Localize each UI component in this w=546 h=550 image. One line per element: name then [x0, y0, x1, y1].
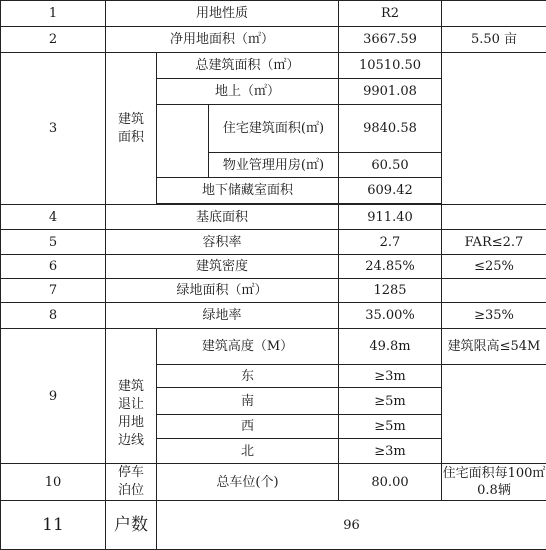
table-row	[1, 27, 546, 53]
item-value: 35.00%	[339, 303, 442, 329]
item-value: 2.7	[339, 230, 442, 255]
row-number: 8	[1, 303, 106, 329]
group-label: 建筑退让用地边线	[106, 329, 157, 464]
item-value: 9901.08	[339, 79, 442, 105]
item-note	[442, 1, 546, 27]
row-number: 11	[1, 501, 106, 550]
row-number: 5	[1, 230, 106, 255]
item-value: 1285	[339, 279, 442, 303]
item-value: 10510.50	[339, 53, 442, 79]
item-value: 49.8m	[339, 329, 442, 365]
item-value: ≥3m	[339, 439, 442, 464]
indent-cell	[157, 105, 209, 178]
direction-label: 西	[157, 415, 339, 439]
item-label: 容积率	[106, 230, 339, 255]
item-label: 物业管理用房(㎡)	[209, 153, 339, 178]
item-label: 建筑密度	[106, 255, 339, 279]
table-row	[1, 1, 546, 27]
row-number: 7	[1, 279, 106, 303]
row-number: 9	[1, 329, 106, 464]
item-note	[442, 205, 546, 230]
item-note: ≤25%	[442, 255, 546, 279]
item-value: 609.42	[339, 178, 442, 204]
item-label: 住宅建筑面积(㎡)	[209, 105, 339, 153]
table-row	[1, 53, 546, 79]
item-value: 911.40	[339, 205, 442, 230]
item-label: 净用地面积（㎡）	[106, 27, 339, 53]
table-row	[1, 279, 546, 303]
item-value: 24.85%	[339, 255, 442, 279]
row-number: 1	[1, 1, 106, 27]
item-value: 80.00	[339, 464, 442, 501]
item-value: 3667.59	[339, 27, 442, 53]
item-value: 9840.58	[339, 105, 442, 153]
item-label: 建筑高度（M）	[157, 329, 339, 365]
table-row	[1, 205, 546, 230]
row-number: 10	[1, 464, 106, 501]
item-value: ≥3m	[339, 365, 442, 388]
item-label: 总建筑面积（㎡）	[157, 53, 339, 79]
item-label: 基底面积	[106, 205, 339, 230]
row-number: 3	[1, 53, 106, 205]
direction-label: 南	[157, 388, 339, 415]
item-note	[442, 53, 546, 205]
item-label: 用地性质	[106, 1, 339, 27]
table-row	[1, 255, 546, 279]
table-row	[1, 329, 546, 365]
row-number: 2	[1, 27, 106, 53]
item-note	[442, 365, 546, 464]
item-label: 地下储藏室面积	[157, 178, 339, 204]
item-note: 5.50 亩	[442, 27, 546, 53]
item-value: 60.50	[339, 153, 442, 178]
direction-label: 北	[157, 439, 339, 464]
direction-label: 东	[157, 365, 339, 388]
item-note: 建筑限高≤54M	[442, 329, 546, 365]
item-label: 地上（㎡）	[157, 79, 339, 105]
item-label: 绿地率	[106, 303, 339, 329]
table-row	[1, 501, 546, 550]
item-label: 绿地面积（㎡）	[106, 279, 339, 303]
item-value: R2	[339, 1, 442, 27]
item-note: 住宅面积每100㎡0.8辆	[442, 464, 546, 501]
item-note: ≥35%	[442, 303, 546, 329]
table-row	[1, 303, 546, 329]
item-value: ≥5m	[339, 415, 442, 439]
item-note: FAR≤2.7	[442, 230, 546, 255]
table-row	[1, 464, 546, 501]
item-label: 总车位(个)	[157, 464, 339, 501]
item-value: 96	[157, 501, 546, 550]
row-number: 6	[1, 255, 106, 279]
item-note	[442, 279, 546, 303]
group-label: 建筑面积	[106, 53, 157, 205]
item-label: 户数	[106, 501, 157, 550]
item-value: ≥5m	[339, 388, 442, 415]
table-row	[1, 230, 546, 255]
group-label: 停车泊位	[106, 464, 157, 501]
row-number: 4	[1, 205, 106, 230]
